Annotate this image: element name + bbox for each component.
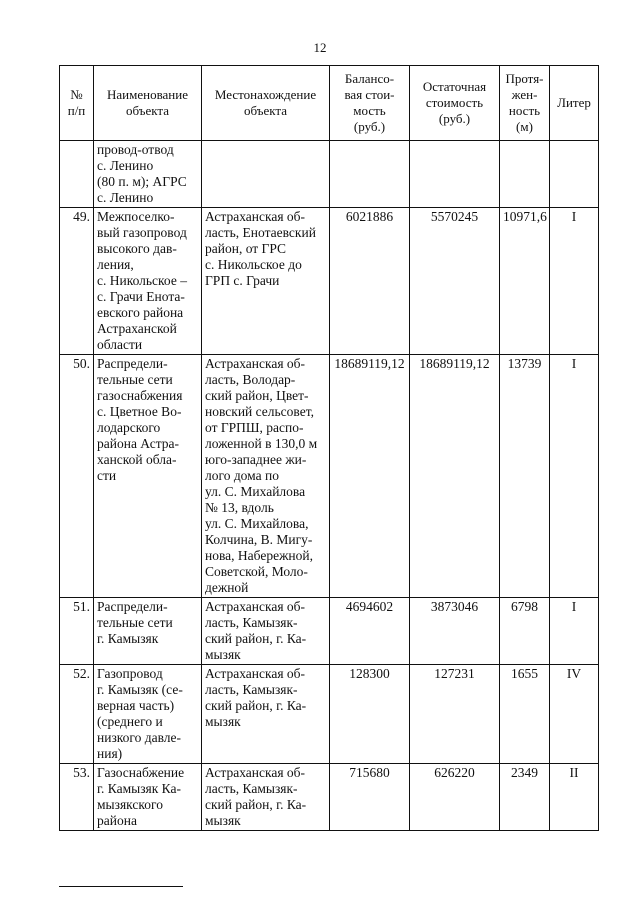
row-number: 53.	[60, 764, 94, 831]
residual-value	[410, 141, 500, 208]
table-header-row	[60, 66, 599, 141]
liter-value: IV	[550, 665, 599, 764]
header-name: Наименование объекта	[94, 66, 202, 141]
residual-value: 3873046	[410, 598, 500, 665]
liter-value: II	[550, 764, 599, 831]
property-registry-table	[59, 65, 599, 831]
length-value: 6798	[500, 598, 550, 665]
header-balance-value: Балансо- вая стои- мость (руб.)	[330, 66, 410, 141]
object-location: Астраханская об- ласть, Камызяк- ский район, г. Ка- мызяк	[202, 665, 330, 764]
object-location: Астраханская об- ласть, Камызяк- ский район, г. Ка- мызяк	[202, 598, 330, 665]
table-row	[60, 665, 599, 764]
balance-value: 128300	[330, 665, 410, 764]
object-name: Распредели- тельные сети газоснабжения с. Цветное Во- лодарского района Астра- ханской обла- сти	[94, 355, 202, 598]
residual-value: 127231	[410, 665, 500, 764]
length-value: 1655	[500, 665, 550, 764]
residual-value: 5570245	[410, 208, 500, 355]
object-location	[202, 141, 330, 208]
table-row	[60, 355, 599, 598]
row-number: 49.	[60, 208, 94, 355]
footnote-separator	[59, 886, 183, 887]
object-name: Распредели- тельные сети г. Камызяк	[94, 598, 202, 665]
header-length: Протя- жен- ность (м)	[500, 66, 550, 141]
header-location: Местонахождение объекта	[202, 66, 330, 141]
length-value: 2349	[500, 764, 550, 831]
row-number: 52.	[60, 665, 94, 764]
residual-value: 18689119,12	[410, 355, 500, 598]
page-number: 12	[313, 40, 327, 55]
length-value: 10971,6	[500, 208, 550, 355]
balance-value	[330, 141, 410, 208]
residual-value: 626220	[410, 764, 500, 831]
header-residual-value: Остаточная стоимость (руб.)	[410, 66, 500, 141]
object-name: Газопровод г. Камызяк (се- верная часть) (среднего и низкого давле- ния)	[94, 665, 202, 764]
row-number	[60, 141, 94, 208]
header-liter: Литер	[550, 66, 599, 141]
length-value: 13739	[500, 355, 550, 598]
length-value	[500, 141, 550, 208]
object-name: Газоснабжение г. Камызяк Ка- мызякского района	[94, 764, 202, 831]
row-number: 51.	[60, 598, 94, 665]
object-location: Астраханская об- ласть, Камызяк- ский район, г. Ка- мызяк	[202, 764, 330, 831]
table-row	[60, 764, 599, 831]
balance-value: 6021886	[330, 208, 410, 355]
object-name: провод-отвод с. Ленино (80 п. м); АГРС с. Ленино	[94, 141, 202, 208]
liter-value	[550, 141, 599, 208]
object-location: Астраханская об- ласть, Енотаевский район, от ГРС с. Никольское до ГРП с. Грачи	[202, 208, 330, 355]
balance-value: 715680	[330, 764, 410, 831]
table-row	[60, 141, 599, 208]
liter-value: I	[550, 208, 599, 355]
header-number: № п/п	[60, 66, 94, 141]
liter-value: I	[550, 598, 599, 665]
object-location: Астраханская об- ласть, Володар- ский район, Цвет- новский сельсовет, от ГРПШ, распо- ложенной в 130,0 м юго-западнее жи- лого дома по ул. С. Михайлова № 13, вдоль ул. С. Михайлова, Колчина, В. Мигу- нова, Набережной, Советской, Моло- дежной	[202, 355, 330, 598]
table-row	[60, 208, 599, 355]
table-row	[60, 598, 599, 665]
balance-value: 4694602	[330, 598, 410, 665]
liter-value: I	[550, 355, 599, 598]
object-name: Межпоселко- вый газопровод высокого дав- ления, с. Никольское – с. Грачи Енота- евского района Астраханской области	[94, 208, 202, 355]
balance-value: 18689119,12	[330, 355, 410, 598]
row-number: 50.	[60, 355, 94, 598]
